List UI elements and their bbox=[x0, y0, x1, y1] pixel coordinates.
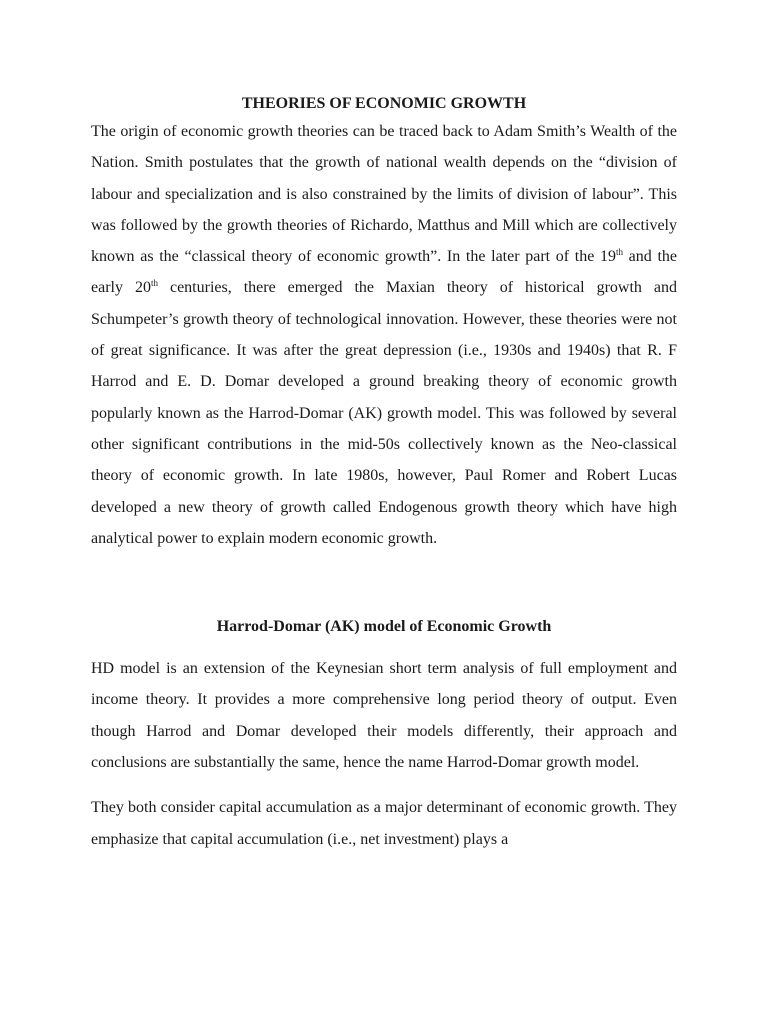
hd-model-paragraph: HD model is an extension of the Keynesian short term analysis of full employment and income theory. It provides a more comprehensive long period theory of output. Even though Harrod and Domar developed their models differently, their approach and conclusions are substantially the same, hence the name Harrod-Domar growth model. bbox=[91, 660, 677, 772]
document-title: THEORIES OF ECONOMIC GROWTH bbox=[241, 95, 527, 112]
intro-text-part3: centuries, there emerged the Maxian theory of historical growth and Schumpeter’s growth theory of technological innovation. However, these theories were not of great significance. It was after the great depression (i.e., 1930s and 1940s) that R. F Harrod and E. D. Domar developed a ground breaking theory of economic growth popularly known as the Harrod-Domar (AK) growth model. This was followed by several other significant contributions in the mid-50s collectively known as the Neo-classical theory of economic growth. In late 1980s, however, Paul Romer and Robert Lucas developed a new theory of growth called Endogenous growth theory which have high analytical power to explain modern economic growth. bbox=[91, 279, 677, 547]
superscript-th-1: th bbox=[615, 247, 623, 258]
capital-accumulation-paragraph: They both consider capital accumulation as a major determinant of economic growth. They emphasize that capital accumulation (i.e., net investment) plays a bbox=[91, 799, 677, 848]
section-heading: Harrod-Domar (AK) model of Economic Growth bbox=[216, 618, 552, 636]
intro-paragraph bbox=[91, 116, 677, 554]
document-page bbox=[91, 92, 677, 855]
intro-text-part2: and the early 20 bbox=[91, 248, 677, 297]
intro-text-part1: The origin of economic growth theories can be traced back to Adam Smith’s Wealth of the Nation. Smith postulates that the growth of national wealth depends on the “division of labour and specialization and is also constrained by the limits of division of labour”. This was followed by the growth theories of Richardo, Matthus and Mill which are collectively known as the “classical theory of economic growth”. In the later part of the 19 bbox=[91, 123, 677, 266]
superscript-th-2: th bbox=[150, 278, 158, 289]
